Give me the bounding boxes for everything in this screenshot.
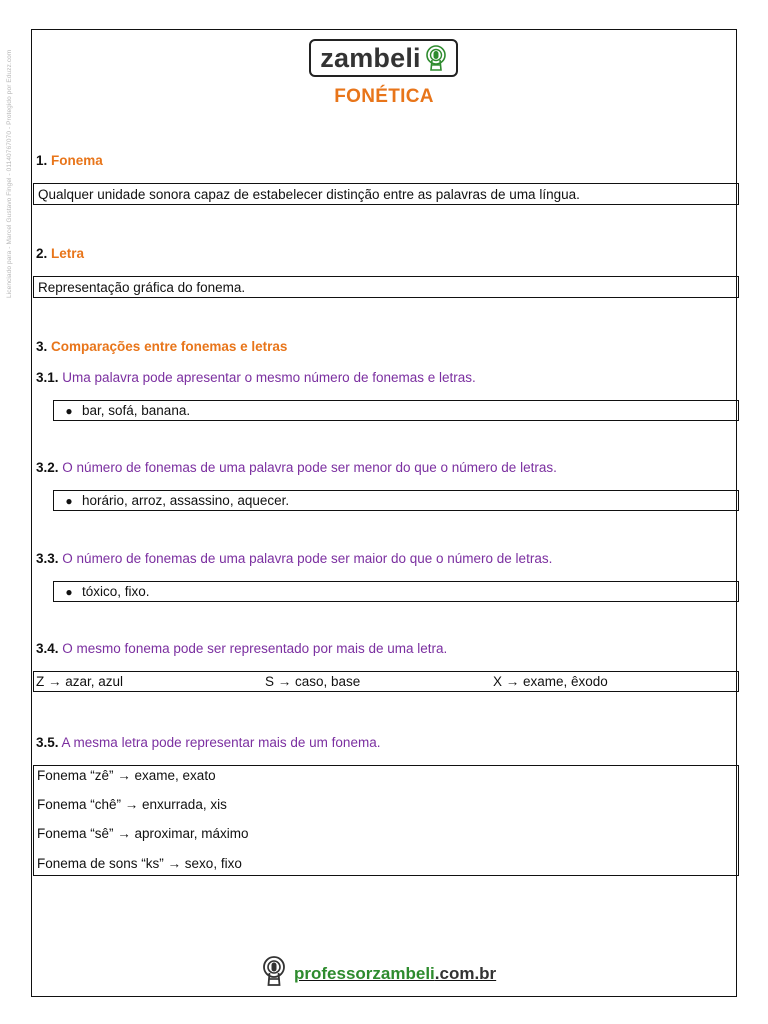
section-heading-letra: 2. Letra	[36, 246, 85, 261]
bullet-icon: ●	[65, 493, 73, 508]
subsection-heading-3-3: 3.3. O número de fonemas de uma palavra pode ser maior do que o número de letras.	[36, 551, 553, 566]
document-title: FONÉTICA	[334, 86, 434, 107]
license-watermark: Licenciado para - Marcel Gustavo Fingel - 01140767070 - Protegido por Eduzz.com	[6, 49, 13, 298]
subsection-heading-3-2: 3.2. O número de fonemas de uma palavra pode ser menor do que o número de letras.	[36, 460, 557, 475]
bullet-icon: ●	[65, 403, 73, 418]
subsection-heading-3-5: 3.5. A mesma letra pode representar mais de um fonema.	[36, 735, 381, 750]
bullet-icon: ●	[65, 584, 73, 599]
example-cell: S → caso, base	[265, 674, 361, 689]
footer-website[interactable]	[262, 956, 496, 991]
subsection-heading-3-1: 3.1. Uma palavra pode apresentar o mesmo número de fonemas e letras.	[36, 370, 476, 385]
section-heading-fonema: 1. Fonema	[36, 153, 103, 168]
section-heading-comparacoes: 3. Comparações entre fonemas e letras	[36, 339, 288, 354]
example-line: Fonema “chê” → enxurrada, xis	[37, 797, 227, 812]
example-box-3-1	[53, 400, 739, 421]
example-line: Fonema “sê” → aproximar, máximo	[37, 826, 249, 841]
brand-name: zambeli	[320, 42, 421, 73]
example-line: Fonema “zê” → exame, exato	[37, 768, 216, 783]
example-text: horário, arroz, assassino, aquecer.	[82, 493, 290, 508]
example-cell: X → exame, êxodo	[493, 674, 608, 689]
subsection-heading-3-4: 3.4. O mesmo fonema pode ser representado por mais de uma letra.	[36, 641, 448, 656]
brand-logo	[309, 39, 458, 77]
example-box-3-2	[53, 490, 739, 511]
example-text: bar, sofá, banana.	[82, 403, 191, 418]
example-line: Fonema de sons “ks” → sexo, fixo	[37, 856, 242, 871]
example-text: tóxico, fixo.	[82, 584, 150, 599]
podcast-microphone-icon	[262, 956, 286, 991]
podcast-microphone-icon	[425, 45, 447, 71]
definition-box-letra: Representação gráfica do fonema.	[33, 276, 739, 298]
example-box-3-3	[53, 581, 739, 602]
definition-box-fonema: Qualquer unidade sonora capaz de estabelecer distinção entre as palavras de uma língua.	[33, 183, 739, 205]
example-cell: Z → azar, azul	[36, 674, 124, 689]
example-row-box-3-4	[33, 671, 739, 692]
example-list-box-3-5	[33, 765, 739, 876]
footer-url[interactable]: professorzambeli.com.br	[294, 963, 497, 983]
